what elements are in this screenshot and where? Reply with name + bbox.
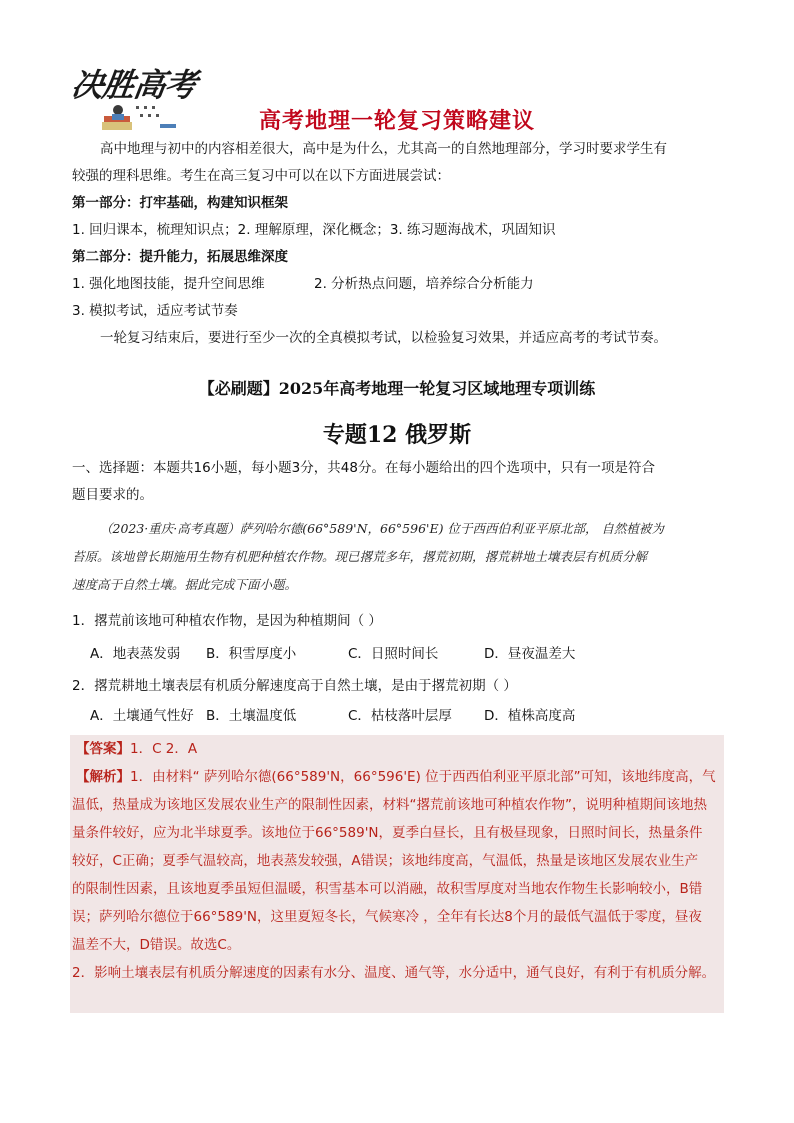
question-2-stem: 2．撂荒耕地土壤表层有机质分解速度高于自然土壤，是由于撂荒初期（ ）	[72, 678, 517, 694]
analysis-line-6: 误；萨列哈尔德位于66°589'N，这里夏短冬长，气候寒冷 ，全年有长达8个月的最低气温低于零度，昼夜	[72, 909, 702, 925]
analysis-row-1	[76, 763, 716, 791]
part2-item-2: 2. 分析热点问题，培养综合分析能力	[314, 276, 534, 292]
answer-row	[76, 735, 197, 763]
analysis-line-8: 2．影响土壤表层有机质分解速度的因素有水分、温度、通气等，水分适中，通气良好，有利于有机质分解。	[72, 965, 716, 981]
question-2-option-c: C．枯枝落叶层厚	[348, 708, 452, 724]
intro-line-2: 较强的理科思维。考生在高三复习中可以在以下方面进展尝试：	[72, 168, 450, 184]
question-1-stem: 1．撂荒前该地可种植农作物，是因为种植期间（ ）	[72, 613, 382, 629]
analysis-line-4: 较好，C正确；夏季气温较高，地表蒸发较强，A错误；该地纬度高，气温低，热量是该地区发展农业生产	[72, 853, 699, 869]
instructions-line-2: 题目要求的。	[72, 487, 153, 503]
analysis-line-5: 的限制性因素，且该地夏季虽短但温暖，积雪基本可以消融，故积雪厚度对当地农作物生长影响较小，B错	[72, 881, 703, 897]
analysis-line-2: 温低，热量成为该地区发展农业生产的限制性因素，材料“撂荒前该地可种植农作物”，说明种植期间该地热	[72, 797, 707, 813]
analysis-label: 【解析】	[76, 769, 130, 785]
question-1-option-c: C．日照时间长	[348, 646, 439, 662]
intro-line-1: 高中地理与初中的内容相差很大，高中是为什么，尤其高一的自然地理部分，学习时要求学生有	[100, 141, 667, 157]
material-line-3: 速度高于自然土壤。据此完成下面小题。	[72, 577, 298, 592]
answer-label: 【答案】	[76, 741, 130, 757]
answer-text: 1．C 2．A	[130, 741, 198, 757]
page-title: 高考地理一轮复习策略建议	[258, 109, 535, 134]
part1-items: 1. 回归课本，梳理知识点；2. 理解原理，深化概念；3. 练习题海战术，巩固知识	[72, 222, 556, 238]
analysis-line-7: 温差不大，D错误。故选C。	[72, 937, 241, 953]
topic-title: 专题12 俄罗斯	[322, 422, 472, 448]
exam-title: 【必刷题】2025年高考地理一轮复习区域地理专项训练	[198, 379, 596, 398]
part2-item-1: 1. 强化地图技能，提升空间思维	[72, 276, 265, 292]
question-1-option-d: D．昼夜温差大	[484, 646, 576, 662]
question-2-option-a: A．土壤通气性好	[90, 708, 194, 724]
part2-item-3: 3. 模拟考试，适应考试节奏	[72, 303, 238, 319]
analysis-line-1: 1．由材料“ 萨列哈尔德(66°589'N，66°596'E) 位于西西伯利亚平原北部”可知，该地纬度高，气	[130, 769, 716, 785]
part1-heading: 第一部分：打牢基础，构建知识框架	[72, 195, 288, 211]
material-line-1: （2023·重庆·高考真题）萨列哈尔德(66°589'N，66°596'E) 位于西西伯利亚平原北部， 自然植被为	[100, 521, 664, 536]
question-2-option-b: B．土壤温度低	[206, 708, 297, 724]
instructions-line-1: 一、选择题：本题共16小题，每小题3分，共48分。在每小题给出的四个选项中，只有一项是符合	[72, 460, 655, 476]
question-2-option-d: D．植株高度高	[484, 708, 576, 724]
material-line-2: 苔原。该地曾长期施用生物有机肥种植农作物。现已撂荒多年，撂荒初期，撂荒耕地土壤表层有机质分解	[72, 549, 648, 564]
closing-paragraph: 一轮复习结束后，要进行至少一次的全真模拟考试，以检验复习效果，并适应高考的考试节奏。	[100, 330, 667, 346]
question-1-option-a: A．地表蒸发弱	[90, 646, 181, 662]
logo: 决胜高考	[69, 66, 199, 104]
question-1-option-b: B．积雪厚度小	[206, 646, 297, 662]
analysis-line-3: 量条件较好，应为北半球夏季。该地位于66°589'N，夏季白昼长，且有极昼现象，日照时间长，热量条件	[72, 825, 703, 841]
part2-heading: 第二部分：提升能力，拓展思维深度	[72, 249, 288, 265]
